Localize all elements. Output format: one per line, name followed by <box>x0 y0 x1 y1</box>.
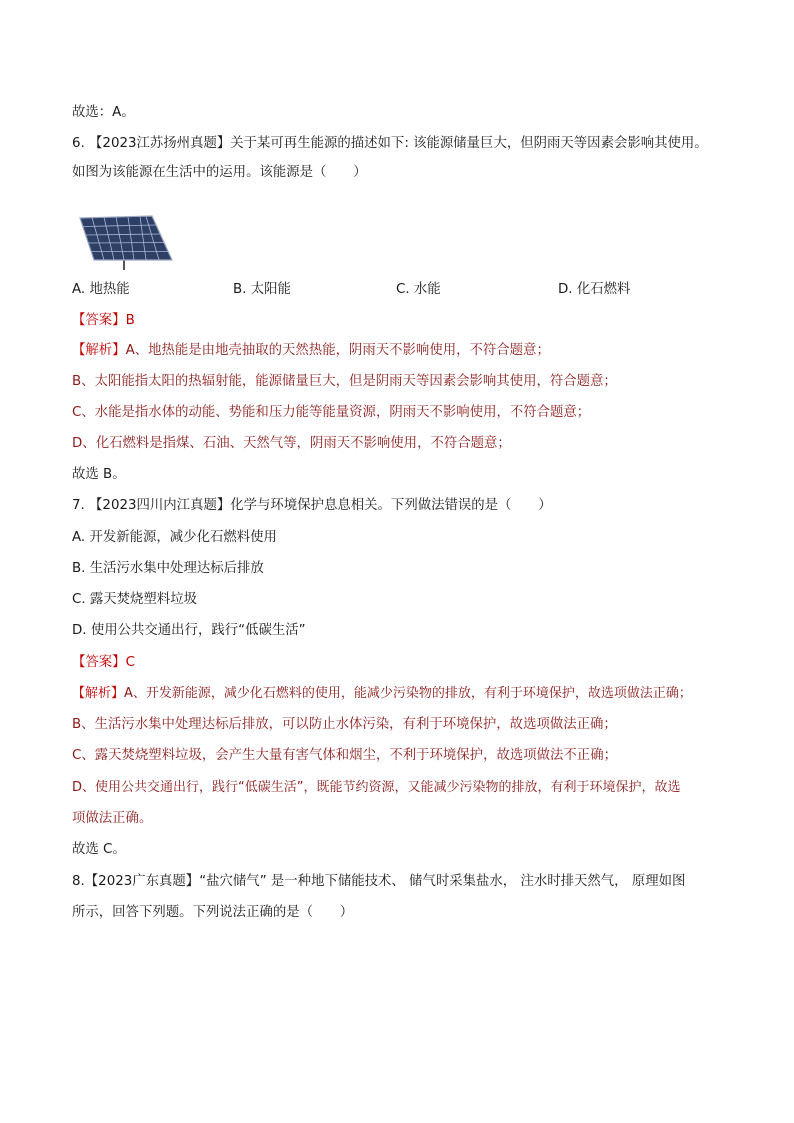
q6-option-c: C. 水能 <box>396 282 441 297</box>
q7-option-d: D. 使用公共交通出行，践行“低碳生活” <box>72 623 306 638</box>
q7-analysis-line-5: 项做法正确。 <box>72 811 153 826</box>
q6-tag: 【2023江苏扬州真题】 <box>89 136 231 151</box>
q7-stem-text: 化学与环境保护息息相关。下列做法错误的是（ ） <box>230 498 552 513</box>
q6-option-b: B. 太阳能 <box>233 282 291 297</box>
q8-tag: 【2023广东真题】 <box>84 874 200 889</box>
q6-option-a: A. 地热能 <box>72 282 130 297</box>
q8-stem-text-1: “盐穴储气” 是一种地下储能技术、 储气时采集盐水， 注水时排天然气， 原理如图 <box>199 874 686 889</box>
q7-answer-value: C <box>125 655 135 670</box>
q7-option-c: C. 露天焚烧塑料垃圾 <box>72 592 197 607</box>
q7-conclusion: 故选 C。 <box>72 842 126 857</box>
q7-analysis-line-3: C、露天焚烧塑料垃圾，会产生大量有害气体和烟尘，不利于环境保护，故选项做法不正确； <box>72 748 617 763</box>
q7-tag: 【2023四川内江真题】 <box>89 498 231 513</box>
q7-analysis-tag: 【解析】 <box>72 686 125 701</box>
q6-analysis-line-4: D、化石燃料是指煤、石油、天然气等，阴雨天不影响使用，不符合题意； <box>72 436 511 451</box>
q6-answer-value: B <box>125 313 135 328</box>
q7-stem <box>72 497 552 515</box>
solar-panel-icon <box>76 214 174 272</box>
q7-option-a: A. 开发新能源，减少化石燃料使用 <box>72 530 277 545</box>
q7-analysis-line-2: B、生活污水集中处理达标后排放，可以防止水体污染，有利于环境保护，故选项做法正确； <box>72 717 617 732</box>
q7-answer <box>72 654 135 672</box>
q8-stem-line2: 所示，回答下列题。下列说法正确的是（ ） <box>72 905 354 920</box>
q7-answer-tag: 【答案】 <box>72 655 126 670</box>
q6-stem-line2: 如图为该能源在生活中的运用。该能源是（ ） <box>72 165 367 180</box>
q6-analysis-line-2: B、太阳能指太阳的热辐射能，能源储量巨大，但是阴雨天等因素会影响其使用，符合题意； <box>72 374 617 389</box>
q6-answer-tag: 【答案】 <box>72 313 126 328</box>
q7-number: 7. <box>72 498 85 513</box>
q6-conclusion: 故选 B。 <box>72 467 126 482</box>
q6-analysis-line-3: C、水能是指水体的动能、势能和压力能等能量资源，阴雨天不影响使用，不符合题意； <box>72 405 591 420</box>
q6-analysis-line-1: 【解析】A、地热能是由地壳抽取的天然热能，阴雨天不影响使用，不符合题意； <box>72 343 550 358</box>
q7-analysis-line-1: 【解析】A、开发新能源，减少化石燃料的使用，能减少污染物的排放，有利于环境保护，故选项做法正确； <box>72 686 692 701</box>
q6-stem-text-1: 关于某可再生能源的描述如下: 该能源储量巨大，但阴雨天等因素会影响其使用。 <box>230 136 708 151</box>
q6-number: 6. <box>72 136 85 151</box>
q7-option-b: B. 生活污水集中处理达标后排放 <box>72 561 264 576</box>
q6-option-d: D. 化石燃料 <box>558 282 631 297</box>
prev-conclusion: 故选：A。 <box>72 105 135 120</box>
q7-analysis-line-4: D、使用公共交通出行，践行“低碳生活”，既能节约资源，又能减少污染物的排放，有利于环境保护，故选 <box>72 780 681 795</box>
q8-stem-line1 <box>72 873 685 891</box>
q6-answer <box>72 312 135 330</box>
q8-number: 8. <box>72 874 85 889</box>
q6-analysis-tag: 【解析】 <box>72 343 126 358</box>
q6-stem-line1 <box>72 135 708 153</box>
